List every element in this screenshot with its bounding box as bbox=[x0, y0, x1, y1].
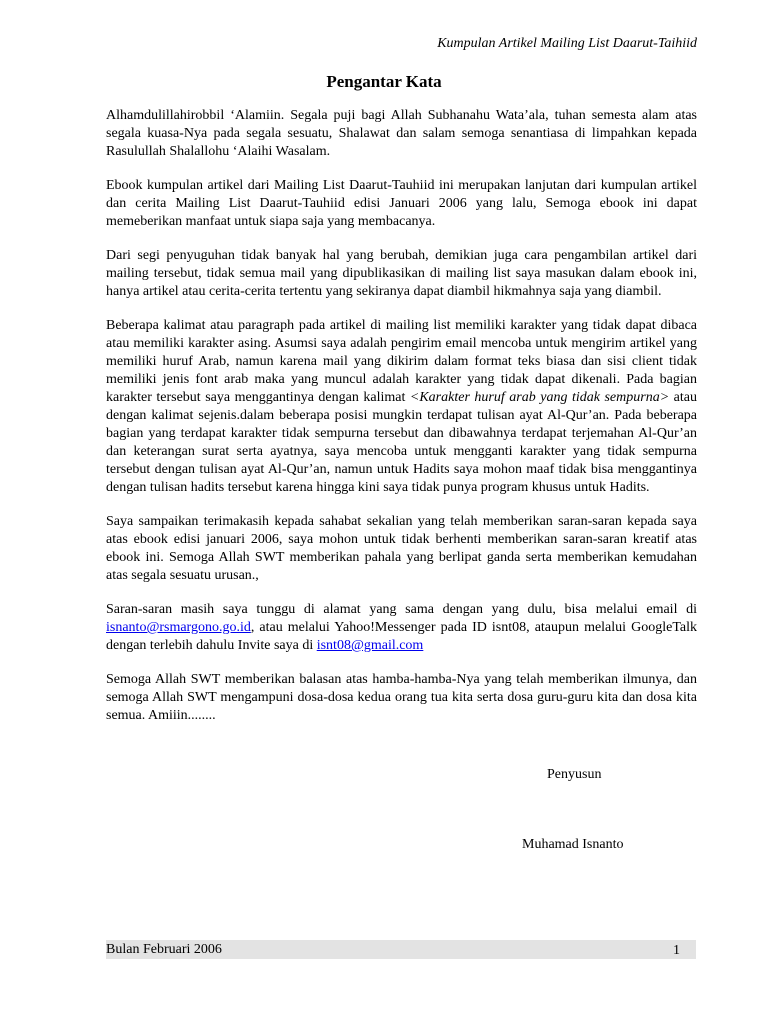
paragraph-4 bbox=[106, 317, 697, 497]
running-header: Kumpulan Artikel Mailing List Daarut-Taihiid bbox=[437, 36, 697, 51]
paragraph-4-text-a: Beberapa kalimat atau paragraph pada artikel di mailing list memiliki karakter yang tidak dapat dibaca atau memiliki karakter asing. Asumsi saya adalah pengirim email mencoba untuk mengirim artikel yang memiliki huruf Arab, namun karena mail yang dikirim dalam format teks biasa dan sisi client tidak memiliki jenis font arab maka yang muncul adalah karakter yang tidak dapat dikenali. Pada bagian karakter tersebut saya menggantinya dengan kalimat bbox=[106, 318, 697, 405]
email-link-rsmargono[interactable]: isnanto@rsmargono.go.id bbox=[106, 620, 251, 635]
page-title: Pengantar Kata bbox=[326, 72, 442, 91]
footer-date: Bulan Februari 2006 bbox=[106, 942, 222, 957]
signature-name: Muhamad Isnanto bbox=[522, 837, 624, 852]
page-footer bbox=[106, 940, 696, 959]
paragraph-6-text-a: Saran-saran masih saya tunggu di alamat yang sama dengan yang dulu, bisa melalui email di bbox=[106, 602, 697, 617]
paragraph-4-text-b: atau dengan kalimat sejenis.dalam beberapa posisi mungkin terdapat tulisan ayat Al-Qur’an. Pada beberapa bagian yang terdapat karakter tidak sempurna tersebut dan dibawahnya terdapat terjemahan Al-Qur’an dan keterangan surat serta ayatnya, saya mencoba untuk mengganti karakter yang tidak sempurna tersebut dengan tulisan ayat Al-Qur’an, namun untuk Hadits saya mohon maaf tidak bisa menggantinya dengan tulisan hadits tersebut karena hingga kini saya tidak punya program khusus untuk Hadits. bbox=[106, 390, 697, 495]
paragraph-7: Semoga Allah SWT memberikan balasan atas hamba-hamba-Nya yang telah memberikan ilmunya, dan semoga Allah SWT mengampuni dosa-dosa kedua orang tua kita serta dosa guru-guru kita dan dosa kita semua. Amiiin........ bbox=[106, 672, 697, 723]
paragraph-1: Alhamdulillahirobbil ‘Alamiin. Segala puji bagi Allah Subhanahu Wata’ala, tuhan semesta alam atas segala kuasa-Nya pada segala sesuatu, Shalawat dan salam semoga senantiasa di limpahkan kepada Rasulullah Shalallohu ‘Alaihi Wasalam. bbox=[106, 108, 697, 159]
paragraph-6-text-b: , atau melalui Yahoo!Messenger pada ID isnt08, ataupun melalui GoogleTalk dengan terlebih dahulu Invite saya di bbox=[106, 620, 697, 653]
signature-role: Penyusun bbox=[547, 767, 602, 782]
paragraph-2: Ebook kumpulan artikel dari Mailing List Daarut-Tauhiid ini merupakan lanjutan dari kumpulan artikel dan cerita Mailing List Daarut-Tauhiid edisi Januari 2006 yang lalu, Semoga ebook ini dapat memeberikan manfaat untuk siapa saja yang membacanya. bbox=[106, 178, 697, 229]
email-link-gmail[interactable]: isnt08@gmail.com bbox=[316, 638, 424, 653]
paragraph-3: Dari segi penyuguhan tidak banyak hal yang berubah, demikian juga cara pengambilan artikel dari mailing tersebut, tidak semua mail yang dipublikasikan di mailing list saya masukan dalam ebook ini, hanya artikel atau cerita-cerita tertentu yang sekiranya dapat diambil hikmahnya saja yang diambil. bbox=[106, 248, 697, 299]
page-number: 1 bbox=[673, 943, 680, 958]
paragraph-6 bbox=[106, 601, 697, 655]
paragraph-5: Saya sampaikan terimakasih kepada sahabat sekalian yang telah memberikan saran-saran kepada saya atas ebook edisi januari 2006, saya mohon untuk tidak berhenti memberikan saran-saran kreatif atas ebook ini. Semoga Allah SWT memberikan pahala yang berlipat ganda serta memberikan kemudahan atas segala sesuatu urusan., bbox=[106, 514, 697, 583]
body-text bbox=[106, 107, 697, 741]
paragraph-4-italic: <Karakter huruf arab yang tidak sempurna> bbox=[409, 390, 670, 405]
